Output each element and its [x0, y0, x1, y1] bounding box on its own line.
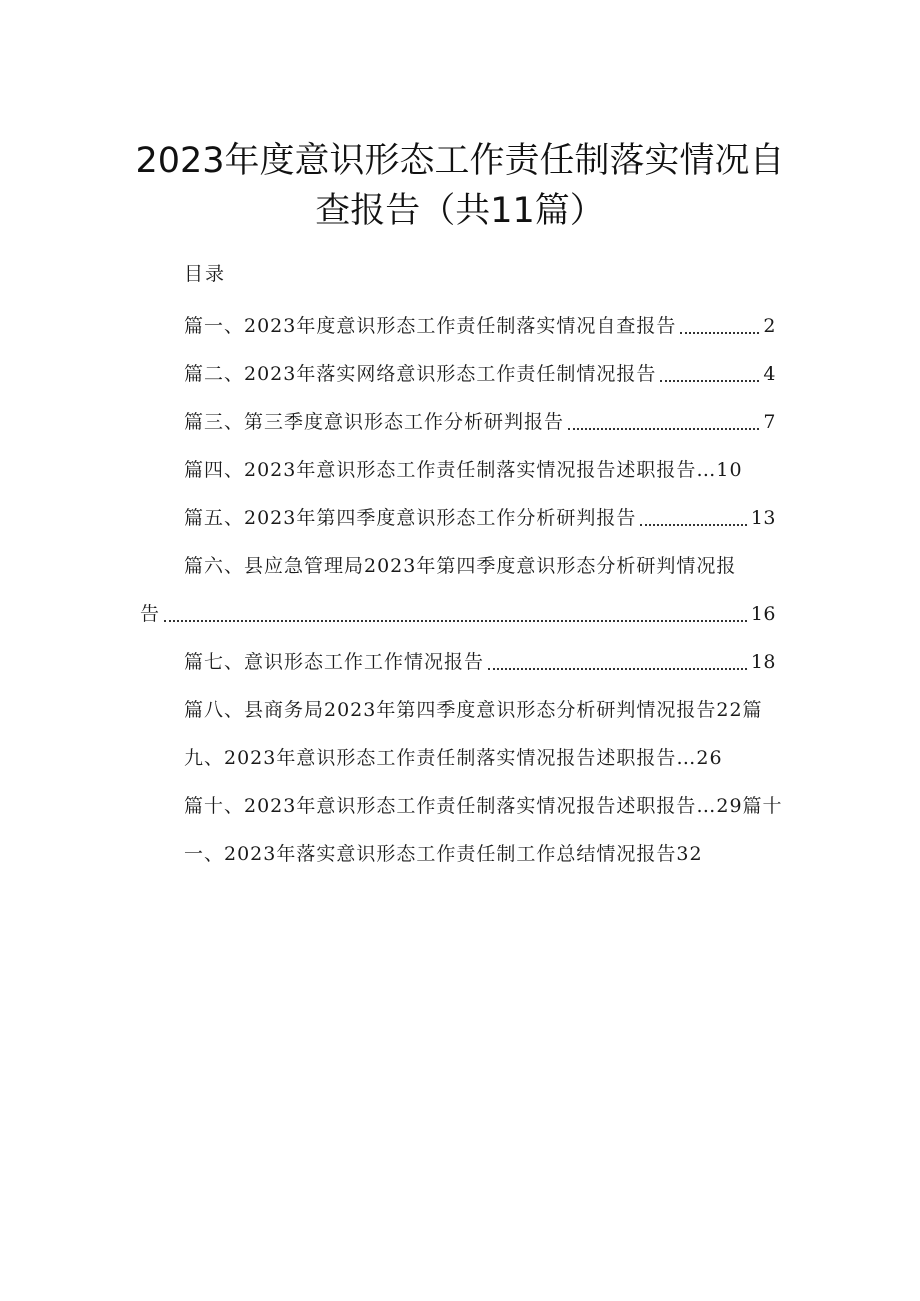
- toc-leader-dots: [660, 362, 759, 382]
- toc-entry-title: 篇七、意识形态工作工作情况报告: [184, 651, 485, 673]
- toc-entry-7[interactable]: [184, 650, 776, 674]
- toc-entry-2[interactable]: [184, 362, 776, 386]
- toc-entry-8[interactable]: 篇八、县商务局2023年第四季度意识形态分析研判情况报告22篇: [184, 699, 763, 721]
- document-title-line-2: 查报告（共11篇）: [315, 191, 605, 231]
- toc-leader-dots: [488, 650, 747, 670]
- toc-entry-9[interactable]: 九、2023年意识形态工作责任制落实情况报告述职报告…26: [184, 747, 723, 769]
- toc-entry-title: 篇二、2023年落实网络意识形态工作责任制情况报告: [184, 363, 657, 385]
- toc-entry-5[interactable]: [184, 506, 776, 530]
- toc-entry-4[interactable]: 篇四、2023年意识形态工作责任制落实情况报告述职报告…10: [184, 459, 743, 481]
- toc-page-number: 13: [750, 507, 776, 529]
- toc-leader-dots: [680, 314, 759, 334]
- toc-entry-title: 告: [140, 603, 161, 625]
- document-title-line-1: 2023年度意识形态工作责任制落实情况自: [135, 141, 785, 181]
- toc-entry-title: 篇一、2023年度意识形态工作责任制落实情况自查报告: [184, 315, 677, 337]
- toc-entry-title: 篇三、第三季度意识形态工作分析研判报告: [184, 411, 565, 433]
- toc-page-number: 16: [750, 603, 776, 625]
- toc-heading: 目录: [184, 263, 227, 285]
- toc-page-number: 4: [763, 363, 776, 385]
- toc-page-number: 2: [763, 315, 776, 337]
- toc-leader-dots: [640, 506, 746, 526]
- toc-leader-dots: [164, 602, 747, 622]
- toc-entry-3[interactable]: [184, 410, 776, 434]
- toc-leader-dots: [568, 410, 759, 430]
- toc-page-number: 18: [750, 651, 776, 673]
- toc-entry-11[interactable]: 一、2023年落实意识形态工作责任制工作总结情况报告32: [184, 843, 703, 865]
- toc-entry-title: 篇五、2023年第四季度意识形态工作分析研判报告: [184, 507, 637, 529]
- toc-entry-1[interactable]: [184, 314, 776, 338]
- toc-page-number: 7: [763, 411, 776, 433]
- toc-entry-6[interactable]: 篇六、县应急管理局2023年第四季度意识形态分析研判情况报: [184, 555, 737, 577]
- toc-entry-10[interactable]: 篇十、2023年意识形态工作责任制落实情况报告述职报告…29篇十: [184, 795, 783, 817]
- toc-entry-6-continued[interactable]: [140, 602, 776, 626]
